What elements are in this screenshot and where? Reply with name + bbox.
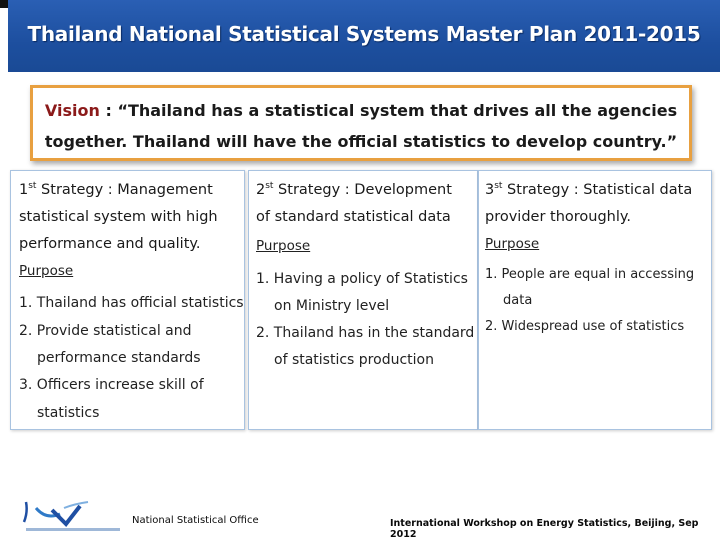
strategy-1-item-3: 3. Officers increase skill of	[19, 377, 204, 393]
strategy-2-heading-line2: of standard statistical data	[256, 209, 451, 225]
strategy-1-heading-line2: statistical system with high	[19, 209, 218, 225]
strategy-2-ordinal: st	[265, 181, 274, 191]
vision-label: Vision	[44, 101, 100, 120]
strategy-3-heading	[485, 181, 692, 198]
vision-line-2: together. Thailand will have the official statistics to develop country.”	[44, 132, 678, 151]
strategy-2-item-1-cont: on Ministry level	[274, 298, 390, 314]
strategy-1-purpose-label: Purpose	[19, 263, 74, 279]
title-bar	[8, 0, 720, 72]
strategy-1-item-2: 2. Provide statistical and	[19, 323, 192, 339]
strategy-2-number: 2	[256, 181, 266, 198]
strategy-1-ordinal: st	[28, 181, 37, 191]
strategy-1-item-2-cont: performance standards	[37, 350, 201, 366]
strategy-1-heading	[19, 181, 213, 198]
strategy-3-box	[478, 170, 712, 430]
corner-mark	[0, 0, 8, 8]
nso-logo-icon	[18, 498, 126, 536]
strategy-1-item-1: 1. Thailand has official statistics	[19, 295, 244, 311]
strategy-3-purpose-label: Purpose	[485, 236, 540, 252]
strategy-2-item-2-cont: of statistics production	[274, 352, 434, 368]
strategy-3-heading-line2: provider thoroughly.	[485, 209, 632, 225]
vision-line-1	[33, 101, 689, 120]
vision-separator: :	[99, 101, 118, 120]
vision-box	[30, 85, 692, 161]
strategy-3-item-1-cont: data	[503, 293, 533, 308]
vision-text-1: “Thailand has a statistical system that drives all the agencies	[117, 101, 678, 120]
strategy-3-number: 3	[485, 181, 495, 198]
strategy-2-item-1: 1. Having a policy of Statistics	[256, 271, 468, 287]
strategy-2-purpose-label: Purpose	[256, 238, 311, 254]
strategy-3-item-1: 1. People are equal in accessing	[485, 267, 695, 282]
strategy-3-item-2: 2. Widespread use of statistics	[485, 319, 685, 334]
strategy-1-number: 1	[19, 181, 29, 198]
strategy-2-box	[248, 170, 478, 430]
strategy-3-heading-text: Strategy : Statistical data	[502, 181, 693, 198]
footer-conference: International Workshop on Energy Statistics, Beijing, Sep 2012	[390, 518, 699, 540]
strategy-1-box	[10, 170, 245, 430]
strategy-2-item-2: 2. Thailand has in the standard	[256, 325, 475, 341]
strategy-1-heading-line3: performance and quality.	[19, 236, 201, 252]
strategy-2-heading	[256, 181, 452, 198]
strategy-1-heading-text: Strategy : Management	[36, 181, 213, 198]
footer-organization: National Statistical Office	[132, 515, 259, 526]
slide-title: Thailand National Statistical Systems Master Plan 2011-2015	[27, 22, 701, 46]
strategy-1-item-3-cont: statistics	[37, 405, 100, 421]
strategy-2-heading-text: Strategy : Development	[273, 181, 452, 198]
strategy-3-ordinal: st	[494, 181, 503, 191]
